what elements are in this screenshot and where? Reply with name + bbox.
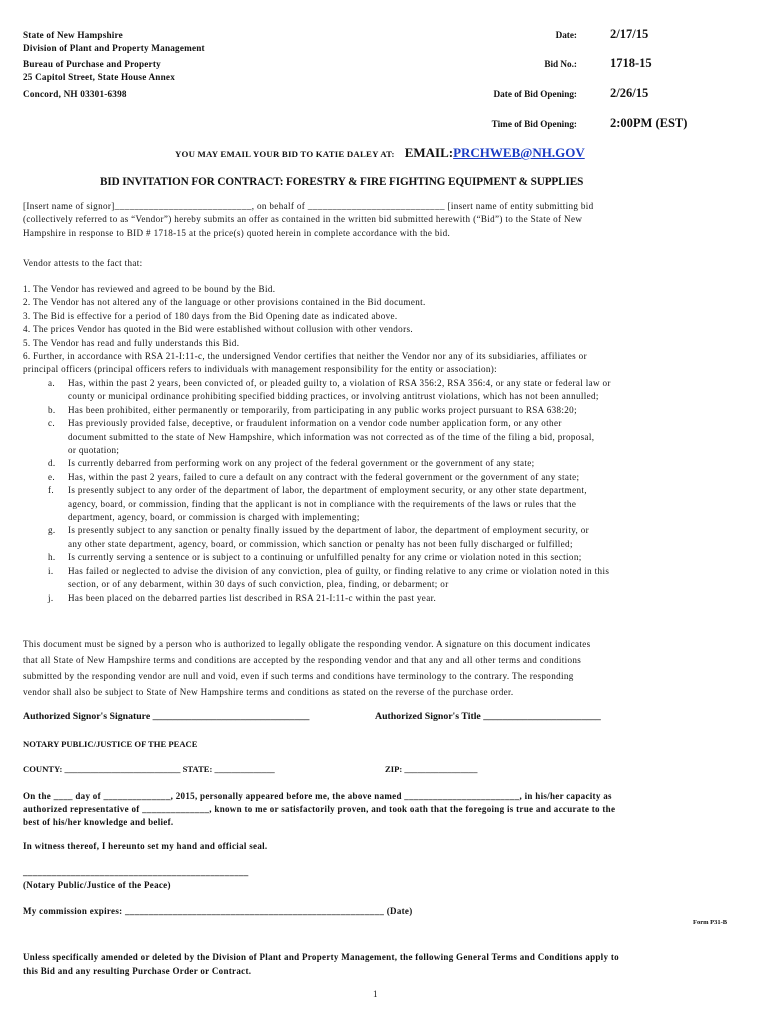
bid-opening-date-value: 2/26/15 bbox=[610, 86, 649, 100]
notary-signature-line[interactable]: _______________________________________________ bbox=[23, 867, 249, 877]
list-item bbox=[48, 404, 738, 417]
item-letter: f. bbox=[48, 485, 55, 496]
zip-field[interactable]: ZIP: _________________ bbox=[385, 764, 478, 774]
page-number: 1 bbox=[373, 989, 378, 999]
list-item: 5. The Vendor has read and fully understands this Bid. bbox=[23, 337, 240, 348]
county-state-field[interactable]: COUNTY: ___________________________ STATE: ______________ bbox=[23, 764, 275, 774]
item-letter: a. bbox=[48, 378, 56, 388]
item-line: section, or of any debarment, within 30 days of such conviction, plea, finding, or debarment; or bbox=[68, 579, 449, 590]
lettered-list bbox=[48, 377, 738, 605]
intro-line: (collectively referred to as “Vendor”) hereby submits an offer as contained in the written bid submitted herewith (“Bid”) to the State of New bbox=[23, 214, 583, 225]
list-item bbox=[48, 592, 738, 605]
item-line: any other state department, agency, board, or commission, which sanction or penalty has not been fully discharged or fulfilled; bbox=[68, 538, 573, 549]
item-line: agency, board, or commission, finding that the applicant is not in compliance with the requirements of the laws or rules that the bbox=[68, 498, 577, 509]
list-item bbox=[48, 377, 738, 404]
bid-opening-time-value: 2:00PM (EST) bbox=[610, 116, 688, 130]
item-line: department, agency, board, or commission is charged with implementing; bbox=[68, 512, 360, 523]
list-item: 1. The Vendor has reviewed and agreed to be bound by the Bid. bbox=[23, 284, 276, 294]
agency-line-division: Division of Plant and Property Management bbox=[23, 43, 205, 53]
item-line: Is presently subject to any sanction or penalty finally issued by the department of labor, the department of employment security, or bbox=[68, 525, 590, 536]
item-letter: b. bbox=[48, 404, 56, 415]
bid-opening-time-label: Time of Bid Opening: bbox=[491, 119, 577, 129]
item-letter: h. bbox=[48, 552, 56, 563]
agency-line-state: State of New Hampshire bbox=[23, 30, 123, 40]
numbered-list bbox=[23, 283, 739, 377]
list-item bbox=[48, 457, 738, 470]
notary-heading: NOTARY PUBLIC/JUSTICE OF THE PEACE bbox=[23, 739, 198, 749]
item-line: Is currently serving a sentence or is subject to a continuing or unfulfilled penalty for any crime or violation noted in this section; bbox=[68, 552, 582, 563]
witness-line: In witness thereof, I hereunto set my hand and official seal. bbox=[23, 841, 268, 851]
email-instruction bbox=[175, 144, 585, 162]
list-item bbox=[48, 471, 738, 484]
intro-line: [Insert name of signor]____________________________, on behalf of ____________________________ [insert name of entity submitting bid bbox=[23, 201, 594, 211]
bid-no-value: 1718-15 bbox=[610, 56, 652, 70]
bid-no-label: Bid No.: bbox=[544, 59, 577, 69]
item-line: Has, within the past 2 years, been convicted of, or pleaded guilty to, a violation of RSA 356:2, RSA 356:4, or any state or federal law or bbox=[68, 378, 611, 388]
terms-note-line: this Bid and any resulting Purchase Order or Contract. bbox=[23, 966, 252, 976]
list-item: 3. The Bid is effective for a period of 180 days from the Bid Opening date as indicated above. bbox=[23, 310, 398, 321]
terms-note bbox=[23, 950, 739, 978]
item-letter: j. bbox=[48, 592, 54, 603]
email-link[interactable]: PRCHWEB@NH.GOV bbox=[453, 145, 585, 160]
item-line: Has previously provided false, deceptive, or fraudulent information on a vendor code number application form, or any other bbox=[68, 418, 562, 429]
signor-title-field[interactable]: Authorized Signor's Title ________________________ bbox=[375, 711, 601, 722]
item-line: Is presently subject to any order of the department of labor, the department of employment security, or any other state department, bbox=[68, 485, 587, 496]
date-value: 2/17/15 bbox=[610, 27, 649, 41]
item-letter: d. bbox=[48, 458, 56, 469]
item-line: Has failed or neglected to advise the division of any conviction, plea of guilty, or finding relative to any crime or violation noted in this bbox=[68, 565, 610, 576]
closing-line: This document must be signed by a person who is authorized to legally obligate the responding vendor. A signature on this document indicates bbox=[23, 639, 591, 649]
attests-line: Vendor attests to the fact that: bbox=[23, 258, 143, 268]
list-item: 2. The Vendor has not altered any of the language or other provisions contained in the Bid document. bbox=[23, 297, 426, 308]
item-line: Has been prohibited, either permanently or temporarily, from participating in any public works project pursuant to RSA 638:20; bbox=[68, 404, 577, 415]
item-line: or quotation; bbox=[68, 445, 120, 456]
agency-line-city: Concord, NH 03301-6398 bbox=[23, 89, 127, 99]
intro-line: Hampshire in response to BID # 1718-15 at the price(s) quoted herein in complete accordance with the bid. bbox=[23, 227, 451, 238]
email-prefix: YOU MAY EMAIL YOUR BID TO KATIE DALEY AT: bbox=[175, 149, 395, 159]
form-number: Form P31-B bbox=[693, 919, 728, 926]
oath-line: best of his/her knowledge and belief. bbox=[23, 817, 174, 827]
agency-line-bureau: Bureau of Purchase and Property bbox=[23, 59, 161, 69]
closing-line: that all State of New Hampshire terms and conditions are accepted by the responding vendor and that any and all other terms and conditions bbox=[23, 655, 582, 665]
item-letter: e. bbox=[48, 471, 56, 482]
signor-signature-field[interactable]: Authorized Signor's Signature ________________________________ bbox=[23, 711, 310, 722]
agency-line-street: 25 Capitol Street, State House Annex bbox=[23, 72, 175, 82]
item-line: Has been placed on the debarred parties list described in RSA 21-I:11-c within the past year. bbox=[68, 592, 437, 603]
list-item bbox=[48, 565, 738, 592]
item-line: Has, within the past 2 years, failed to cure a default on any contract with the federal government or the government of any state; bbox=[68, 471, 580, 482]
commission-expires-field[interactable]: My commission expires: ______________________________________________________ (Date) bbox=[23, 906, 413, 916]
oath-line: authorized representative of ______________, known to me or satisfactorily proven, and took oath that the foregoing is true and accurate to the bbox=[23, 804, 616, 814]
oath-line: On the ____ day of ______________, 2015, personally appeared before me, the above named ________________________, in his/her capacity as bbox=[23, 791, 612, 801]
list-item bbox=[48, 417, 738, 457]
closing-line: vendor shall also be subject to State of New Hampshire terms and conditions as stated on the reverse of the purchase order. bbox=[23, 687, 514, 697]
list-item bbox=[48, 551, 738, 564]
date-label: Date: bbox=[555, 30, 577, 40]
item-line: Is currently debarred from performing work on any project of the federal government or the government of any state; bbox=[68, 458, 535, 469]
page-title: BID INVITATION FOR CONTRACT: FORESTRY & FIRE FIGHTING EQUIPMENT & SUPPLIES bbox=[100, 176, 584, 188]
item-line: county or municipal ordinance prohibiting specified bidding practices, or involving antitrust violations, which has not been annulled; bbox=[68, 391, 599, 402]
item-line: document submitted to the state of New Hampshire, which information was not corrected as of the time of the filing a bid, proposal, bbox=[68, 431, 595, 442]
list-item: 6. Further, in accordance with RSA 21-I:11-c, the undersigned Vendor certifies that neither the Vendor nor any of its subsidiaries, affiliates or bbox=[23, 351, 587, 362]
closing-line: submitted by the responding vendor are null and void, even if such terms and conditions have terminology to the contrary. The responding bbox=[23, 671, 574, 681]
closing-paragraph bbox=[23, 636, 739, 700]
intro-paragraph bbox=[23, 200, 739, 240]
list-item bbox=[48, 524, 738, 551]
bid-opening-date-label: Date of Bid Opening: bbox=[493, 89, 577, 99]
list-item: principal officers (principal officers refers to individuals with management responsibility for the entity or association): bbox=[23, 364, 498, 375]
email-label: EMAIL: bbox=[404, 145, 454, 160]
oath-paragraph bbox=[23, 790, 739, 829]
item-letter: c. bbox=[48, 418, 56, 429]
list-item: 4. The prices Vendor has quoted in the Bid were established without collusion with other vendors. bbox=[23, 324, 413, 335]
item-letter: i. bbox=[48, 565, 54, 576]
terms-note-line: Unless specifically amended or deleted by the Division of Plant and Property Management, the following General Terms and Conditions apply to bbox=[23, 952, 619, 962]
list-item bbox=[48, 484, 738, 524]
item-letter: g. bbox=[48, 525, 56, 536]
notary-signature-caption: (Notary Public/Justice of the Peace) bbox=[23, 880, 171, 890]
